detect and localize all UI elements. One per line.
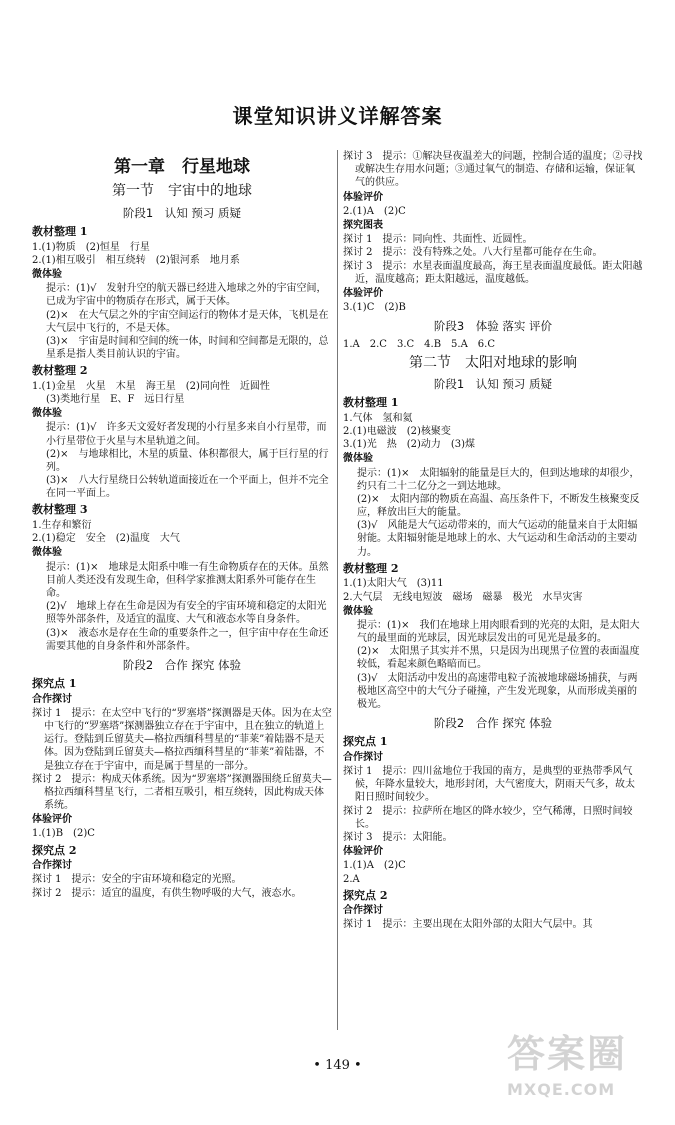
micro-experience-heading: 微体验 — [32, 268, 62, 280]
cooperative-discussion-heading: 合作探讨 — [343, 751, 383, 763]
answer-line: 2.(1)A (2)C — [343, 205, 406, 217]
experience-evaluation-heading: 体验评价 — [343, 846, 383, 858]
answer-line: 2.(1)电磁波 (2)核聚变 — [343, 425, 451, 437]
answer-line: 2.(1)相互吸引 相互绕转 (2)银河系 地月系 — [32, 254, 240, 266]
explore-point-heading: 探究点 1 — [32, 677, 77, 691]
answer-line: 2.A — [343, 873, 360, 885]
experience-evaluation-heading: 体验评价 — [343, 191, 383, 203]
hint-text: (3)× 八大行星绕日公转轨道面接近在一个平面上，但并不完全在同一平面上。 — [46, 475, 329, 500]
discussion-text: 探讨 1 提示：在太空中飞行的“罗塞塔”探测器是天体。因为在太空中飞行的“罗塞塔”探测器独立存在于宇宙中，且在独立的轨道上运行。登陆到丘留莫夫—格拉西缅科彗星的“菲莱”着陆器不是天体。因为登陆到丘留莫夫—格拉西缅科彗星的“菲莱”着陆器，不是独立存在于宇宙中，而是属于彗星的一部分。 — [32, 707, 332, 772]
answer-line: 2.(1)稳定 安全 (2)温度 大气 — [32, 533, 180, 545]
answer-line: 3.(1)光 热 (2)动力 (3)煤 — [343, 439, 476, 451]
answer-line: 1.(1)物质 (2)恒星 行星 — [32, 241, 150, 253]
hint-text: 提示：(1)× 地球是太阳系中唯一有生命物质存在的天体。虽然目前人类还没有发现生命，但科学家推测太阳系外可能存在生命。 — [46, 561, 329, 599]
textbook-review-heading: 教材整理 2 — [32, 364, 88, 378]
textbook-review-heading: 教材整理 2 — [343, 561, 399, 575]
column-divider — [337, 150, 338, 1030]
discussion-text: 探讨 3 提示：太阳能。 — [343, 832, 453, 844]
explore-point-heading: 探究点 2 — [32, 843, 77, 857]
hint-text: 提示：(1)√ 发射升空的航天器已经进入地球之外的宇宙空间，已成为宇宙中的物质存在形式，属于天体。 — [46, 283, 327, 308]
answer-line: 2.大气层 无线电短波 磁场 磁暴 极光 水旱灾害 — [343, 591, 583, 603]
cooperative-discussion-heading: 合作探讨 — [32, 693, 72, 705]
section-title: 第二节 太阳对地球的影响 — [409, 354, 577, 371]
stage-heading: 阶段3 体验 落实 评价 — [433, 319, 553, 334]
experience-evaluation-heading: 体验评价 — [343, 287, 383, 299]
discussion-text: 探讨 3 提示：①解决昼夜温差大的问题，控制合适的温度；②寻找或解决生存用水问题；③通过氧气的制造、存储和运输，保证氧气的供应。 — [343, 151, 643, 189]
answer-line: 1.气体 氢和氦 — [343, 412, 413, 424]
stage-heading: 阶段1 认知 预习 质疑 — [433, 377, 553, 392]
micro-experience-heading: 微体验 — [343, 605, 373, 617]
left-column — [32, 150, 332, 1030]
micro-experience-heading: 微体验 — [343, 453, 373, 465]
explore-chart-heading: 探究图表 — [343, 219, 383, 231]
hint-text: (2)√ 地球上存在生命是因为有安全的宇宙环境和稳定的太阳光照等外部条件，及适宜的温度、大气和液态水等自身条件。 — [46, 601, 327, 626]
stage-heading: 阶段2 合作 探究 体验 — [433, 716, 553, 731]
discussion-text: 探讨 1 提示：同向性、共面性、近圆性。 — [343, 234, 533, 246]
answer-line: 1.(1)金星 火星 木星 海王星 (2)同向性 近圆性 — [32, 380, 270, 392]
hint-text: (3)√ 太阳活动中发出的高速带电粒子流被地球磁场捕获，与两极地区高空中的大气分子碰撞，产生发光现象，从而形成美丽的极光。 — [357, 672, 638, 711]
section-title: 第一节 宇宙中的地球 — [112, 183, 252, 200]
watermark-text: 答案圈 — [507, 1032, 628, 1076]
hint-text: (2)× 在大气层之外的宇宙空间运行的物体才是天体，飞机是在大气层中飞行的，不是天体。 — [46, 309, 329, 334]
hint-text: 提示：(1)√ 许多天文爱好者发现的小行星多来自小行星带，而小行星带位于火星与木星轨道之间。 — [46, 422, 327, 447]
answer-line: (3)类地行星 E、F 远日行星 — [46, 393, 185, 405]
explore-point-heading: 探究点 1 — [343, 735, 388, 749]
right-column — [343, 150, 643, 1030]
hint-text: (3)× 液态水是存在生命的重要条件之一，但宇宙中存在生命还需要其他的自身条件和外部条件。 — [46, 627, 329, 652]
discussion-text: 探讨 2 提示：适宜的温度，有供生物呼吸的大气，液态水。 — [32, 887, 302, 899]
textbook-review-heading: 教材整理 1 — [343, 396, 399, 410]
answer-line: 1.A 2.C 3.C 4.B 5.A 6.C — [343, 339, 495, 351]
hint-text: (3)× 宇宙是时间和空间的统一体，时间和空间都是无限的，总星系是指人类目前认识的宇宙。 — [46, 335, 329, 361]
experience-evaluation-heading: 体验评价 — [32, 814, 72, 826]
cooperative-discussion-heading: 合作探讨 — [343, 905, 383, 917]
discussion-text: 探讨 3 提示：水星表面温度最高，海王星表面温度最低。距太阳越近，温度越高；距太阳越远，温度越低。 — [343, 260, 643, 285]
micro-experience-heading: 微体验 — [32, 408, 62, 420]
discussion-text: 探讨 2 提示：拉萨所在地区的降水较少，空气稀薄，日照时间较长。 — [343, 805, 633, 830]
discussion-text: 探讨 1 提示：安全的宇宙环境和稳定的光照。 — [32, 874, 242, 886]
explore-point-heading: 探究点 2 — [343, 888, 388, 902]
chapter-title: 第一章 行星地球 — [114, 157, 250, 177]
discussion-text: 探讨 2 提示：构成天体系统。因为“罗塞塔”探测器围绕丘留莫夫—格拉西缅科彗星飞行，二者相互吸引，相互绕转，因此构成天体系统。 — [32, 773, 332, 812]
page-number: • 149 • — [313, 1058, 362, 1073]
textbook-review-heading: 教材整理 1 — [32, 225, 88, 239]
stage-heading: 阶段2 合作 探究 体验 — [122, 657, 242, 672]
answer-line: 1.(1)A (2)C — [343, 860, 406, 872]
answer-line: 1.(1)B (2)C — [32, 828, 95, 840]
answer-line: 1.生存和繁衍 — [32, 520, 92, 531]
cooperative-discussion-heading: 合作探讨 — [32, 860, 72, 872]
page-title: 课堂知识讲义详解答案 — [232, 104, 443, 128]
watermark-url: MXQE.COM — [507, 1080, 616, 1100]
hint-text: (2)× 与地球相比，木星的质量、体积都很大，属于巨行星的行列。 — [46, 448, 329, 473]
discussion-text: 探讨 1 提示：四川盆地位于我国的南方，是典型的亚热带季风气候，年降水量较大，地形封闭，大气密度大，阴雨天气多，故太阳日照时间较少。 — [343, 766, 635, 804]
hint-text: (3)√ 风能是大气运动带来的，而大气运动的能量来自于太阳辐射能。太阳辐射能是地球上的水、大气运动和生命活动的主要动力。 — [357, 520, 638, 558]
discussion-text: 探讨 1 提示：主要出现在太阳外部的太阳大气层中。其 — [343, 919, 593, 931]
hint-text: 提示：(1)× 太阳辐射的能量是巨大的，但到达地球的却很少，约只有二十二亿分之一到达地球。 — [357, 467, 640, 492]
micro-experience-heading: 微体验 — [32, 547, 62, 559]
answer-line: 1.(1)太阳大气 (3)11 — [343, 578, 444, 590]
discussion-text: 探讨 2 提示：没有特殊之处。八大行星都可能存在生命。 — [343, 247, 603, 259]
stage-heading: 阶段1 认知 预习 质疑 — [122, 205, 242, 220]
answer-line: 3.(1)C (2)B — [343, 302, 406, 314]
watermark-logo — [507, 1029, 657, 1099]
hint-text: (2)× 太阳黑子其实并不黑，只是因为出现黑子位置的表面温度较低，看起来颜色略暗而已。 — [357, 646, 640, 671]
hint-text: (2)× 太阳内部的物质在高温、高压条件下，不断发生核聚变反应，释放出巨大的能量。 — [357, 493, 640, 519]
textbook-review-heading: 教材整理 3 — [32, 503, 88, 517]
hint-text: 提示：(1)× 我们在地球上用肉眼看到的光亮的太阳，是太阳大气的最里面的光球层，因光球层发出的可见光是最多的。 — [357, 619, 640, 645]
